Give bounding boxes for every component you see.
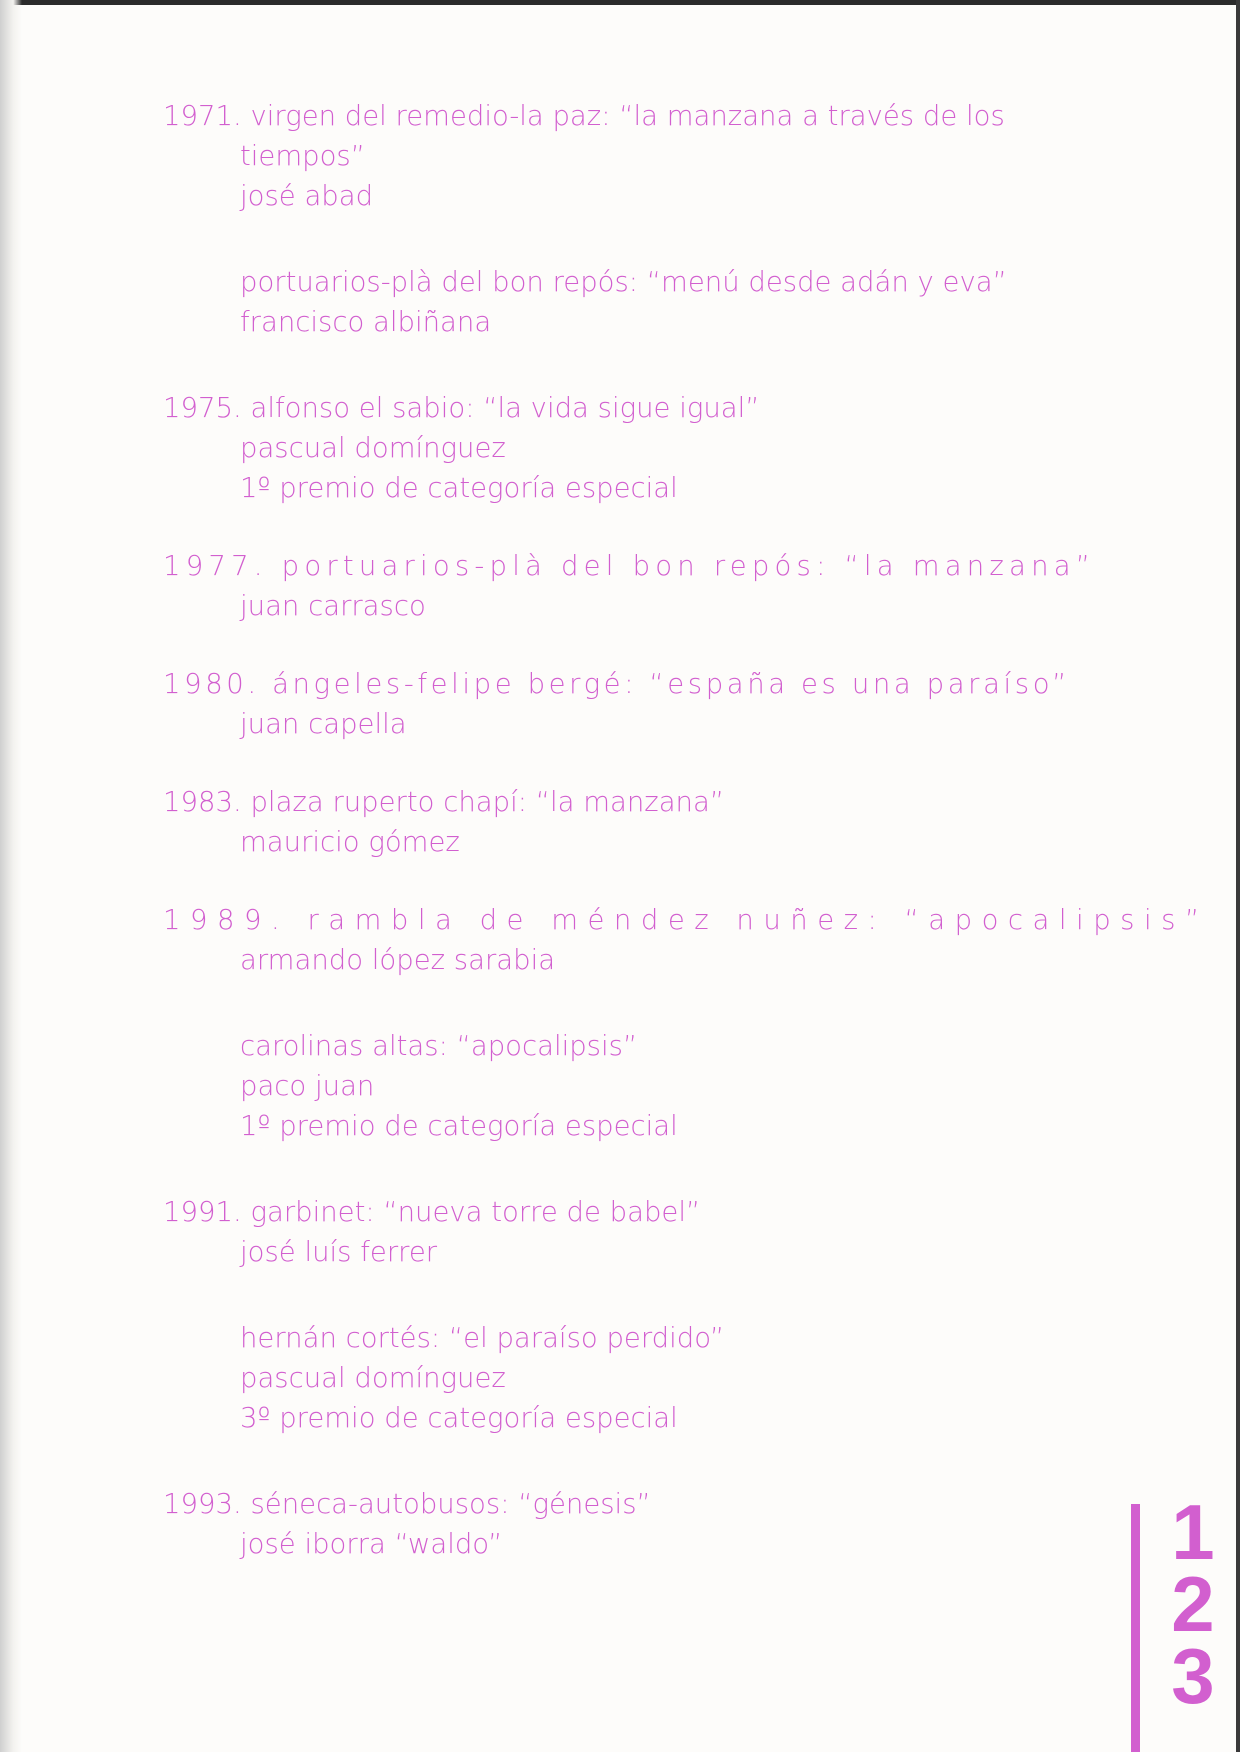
entry-heading: 1991. garbinet: “nueva torre de babel” <box>163 1196 701 1228</box>
entry-1989-second <box>163 1026 1093 1146</box>
page-top-edge <box>0 0 1240 5</box>
entry-1989 <box>163 900 1209 980</box>
entry-1980 <box>163 664 1093 744</box>
entry-heading: 1980. ángeles-felipe bergé: “españa es una paraíso” <box>163 668 1070 700</box>
entry-1977 <box>163 546 1096 626</box>
entry-1975 <box>163 388 1093 508</box>
award-list <box>163 96 1209 1564</box>
entry-heading: 1971. virgen del remedio-la paz: “la manzana a través de los <box>163 100 1005 132</box>
binding-shadow <box>0 0 22 1752</box>
entry-heading: portuarios-plà del bon repós: “menú desde adán y eva” <box>240 266 1007 298</box>
entry-award: 3º premio de categoría especial <box>240 1402 678 1434</box>
entry-author: francisco albiñana <box>240 306 492 338</box>
entry-1971-second <box>163 262 1093 342</box>
entry-title-continuation: tiempos” <box>240 140 365 172</box>
entry-heading: 1989. rambla de méndez nuñez: “apocalipsis” <box>163 904 1209 936</box>
entry-heading: 1993. séneca-autobusos: “génesis” <box>163 1488 651 1520</box>
entry-award: 1º premio de categoría especial <box>240 1110 678 1142</box>
entry-heading: 1983. plaza ruperto chapí: “la manzana” <box>163 786 725 818</box>
page-number-digit: 3 <box>1171 1632 1215 1720</box>
page-number-bar <box>1131 1504 1140 1752</box>
entry-1991 <box>163 1192 1093 1272</box>
entry-author: juan capella <box>240 708 407 740</box>
entry-author: armando lópez sarabia <box>240 944 556 976</box>
page-number-digit: 2 <box>1171 1560 1215 1648</box>
entry-1971 <box>163 96 1093 216</box>
entry-award: 1º premio de categoría especial <box>240 472 678 504</box>
entry-1991-second <box>163 1318 1093 1438</box>
entry-author: josé luís ferrer <box>240 1236 438 1268</box>
entry-author: pascual domínguez <box>240 1362 506 1394</box>
entry-heading: 1977. portuarios-plà del bon repós: “la manzana” <box>163 550 1096 582</box>
entry-author: pascual domínguez <box>240 432 506 464</box>
entry-1983 <box>163 782 1093 862</box>
entry-author: juan carrasco <box>240 590 426 622</box>
page-number-digit: 1 <box>1171 1488 1215 1576</box>
entry-heading: carolinas altas: “apocalipsis” <box>240 1030 638 1062</box>
entry-author: josé iborra “waldo” <box>240 1528 503 1560</box>
entry-author: mauricio gómez <box>240 826 460 858</box>
entry-heading: 1975. alfonso el sabio: “la vida sigue igual” <box>163 392 760 424</box>
page-right-edge <box>1236 0 1240 1752</box>
page-number <box>1158 1488 1228 1720</box>
entry-1993 <box>163 1484 1093 1564</box>
entry-author: paco juan <box>240 1070 375 1102</box>
entry-author: josé abad <box>240 180 374 212</box>
entry-heading: hernán cortés: “el paraíso perdido” <box>240 1322 725 1354</box>
